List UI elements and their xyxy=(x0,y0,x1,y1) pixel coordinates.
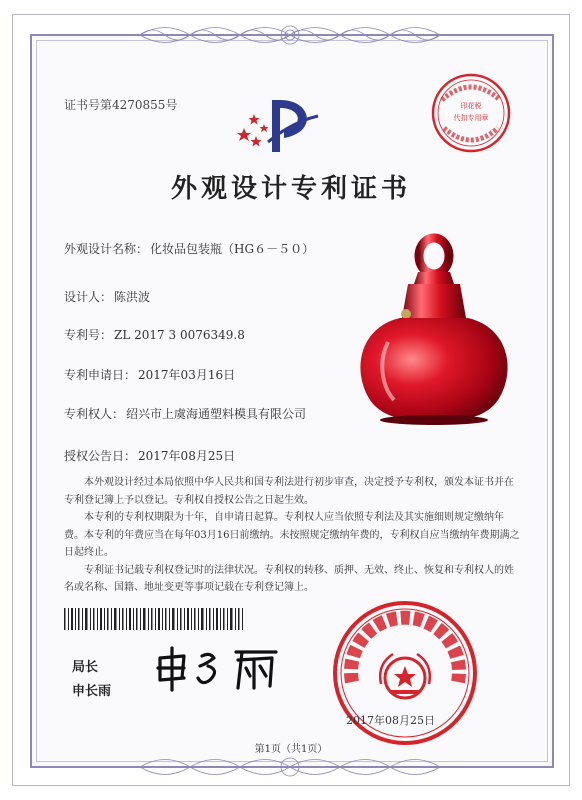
body-paragraph-3: 专利证书记载专利权登记时的法律状况。专利权的转移、质押、无效、终止、恢复和专利权人的姓名或名称、国籍、地址变更等事项记载在专利登记簿上。 xyxy=(64,564,514,593)
body-paragraph-1: 本外观设计经过本局依照中华人民共和国专利法进行初步审查，决定授予专利权，颁发本证书并在专利登记簿上予以登记。专利权自授权公告之日起生效。 xyxy=(64,477,514,506)
signer-title: 局长 xyxy=(72,660,99,675)
patentee-label: 专利权人： xyxy=(64,407,125,421)
signer-name: 申长雨 xyxy=(72,684,112,699)
certificate-body-text xyxy=(64,474,520,597)
guilloche-ornament-top xyxy=(140,20,440,50)
handwritten-signature xyxy=(150,644,290,694)
design-name-field xyxy=(64,240,314,257)
patentee-field xyxy=(64,405,306,422)
grant-date-label: 授权公告日： xyxy=(64,449,137,463)
grant-date-value: 2017年08月25日 xyxy=(138,449,236,463)
patent-number-value: ZL 2017 3 0076349.8 xyxy=(114,328,245,342)
design-name-label: 外观设计名称： xyxy=(64,242,149,256)
barcode-icon xyxy=(64,606,244,632)
patentee-value: 绍兴市上虞海通塑料模具有限公司 xyxy=(126,407,307,421)
designer-field xyxy=(64,288,150,305)
design-name-value: 化妆品包装瓶（HG６－５０） xyxy=(150,242,315,256)
svg-text:代扣专用章: 代扣专用章 xyxy=(453,114,489,122)
issue-date: 2017年08月25日 xyxy=(346,714,435,727)
filing-date-value: 2017年03月16日 xyxy=(138,368,236,382)
certificate-number: 证书号第4270855号 xyxy=(64,98,178,112)
small-seal-stamp xyxy=(428,70,514,156)
designer-label: 设计人： xyxy=(64,290,113,304)
patent-number-field xyxy=(64,326,245,343)
body-paragraph-2: 本专利的专利权期限为十年，自申请日起算。专利权人应当依照专利法及其实施细则规定缴纳年费。本专利的年费应当在每年03月16日前缴纳。未按照规定缴纳年费的，专利权自应当缴纳年费期满之日起终止。 xyxy=(64,512,520,558)
product-bottle-image xyxy=(348,232,524,428)
designer-value: 陈洪波 xyxy=(114,290,151,304)
page-number: 第1页（共1页） xyxy=(254,744,328,755)
patent-number-label: 专利号： xyxy=(64,328,113,342)
filing-date-label: 专利申请日： xyxy=(64,368,137,382)
grant-date-field xyxy=(64,447,235,464)
guilloche-ornament-bottom xyxy=(140,752,440,782)
document-title: 外观设计专利证书 xyxy=(170,174,411,204)
patent-office-logo-icon xyxy=(232,92,322,158)
svg-text:印花税: 印花税 xyxy=(460,102,482,110)
filing-date-field xyxy=(64,366,235,383)
